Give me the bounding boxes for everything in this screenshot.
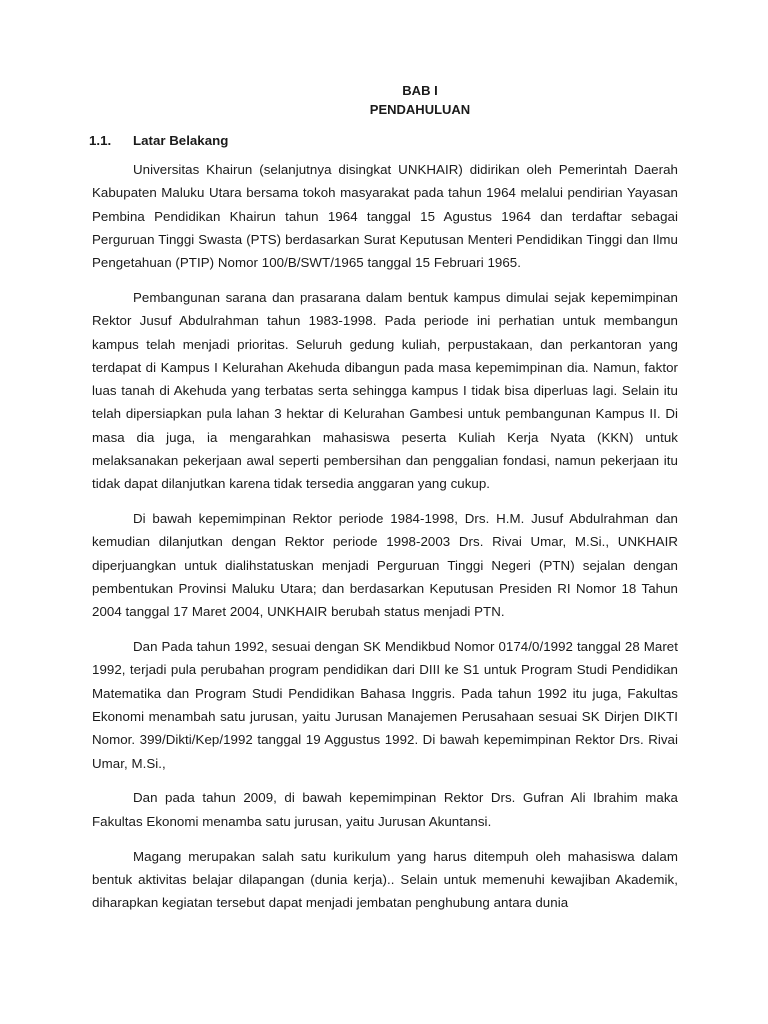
body-text: [92, 158, 678, 926]
paragraph-4: Dan Pada tahun 1992, sesuai dengan SK Mendikbud Nomor 0174/0/1992 tanggal 28 Maret 1992, terjadi pula perubahan program pendidikan dari DIII ke S1 untuk Program Studi Pendidikan Matematika dan Program Studi Pendidikan Bahasa Inggris. Pada tahun 1992 itu juga, Fakultas Ekonomi menambah satu jurusan, yaitu Jurusan Manajemen Perusahaan sesuai SK Dirjen DIKTI Nomor. 399/Dikti/Kep/1992 tanggal 19 Aggustus 1992. Di bawah kepemimpinan Rektor Drs. Rivai Umar, M.Si.,: [92, 639, 678, 771]
paragraph-6: Magang merupakan salah satu kurikulum yang harus ditempuh oleh mahasiswa dalam bentuk aktivitas belajar dilapangan (dunia kerja).. Selain untuk memenuhi kewajiban Akademik, diharapkan kegiatan tersebut dapat menjadi jembatan penghubung antara dunia: [92, 848, 678, 911]
section-title: Latar Belakang: [133, 133, 229, 148]
paragraph-1: Universitas Khairun (selanjutnya disingkat UNKHAIR) didirikan oleh Pemerintah Daerah Kabupaten Maluku Utara bersama tokoh masyarakat pada tahun 1964 melalui pendirian Yayasan Pembina Pendidikan Khairun tahun 1964 tanggal 15 Agustus 1964 dan terdaftar sebagai Perguruan Tinggi Swasta (PTS) berdasarkan Surat Keputusan Menteri Pendidikan Tinggi dan Ilmu Pengetahuan (PTIP) Nomor 100/B/SWT/1965 tanggal 15 Februari 1965.: [92, 162, 678, 271]
paragraph-2: Pembangunan sarana dan prasarana dalam bentuk kampus dimulai sejak kepemimpinan Rektor Jusuf Abdulrahman tahun 1983-1998. Pada periode ini perhatian untuk membangun kampus telah menjadi prioritas. Seluruh gedung kuliah, perpustakaan, dan perkantoran yang terdapat di Kampus I Kelurahan Akehuda dibangun pada masa kepemimpinan dia. Namun, faktor luas tanah di Akehuda yang terbatas serta sehingga kampus I tidak bisa diperluas lagi. Selain itu telah dipersiapkan pula lahan 3 hektar di Kelurahan Gambesi untuk pembangunan Kampus II. Di masa dia juga, ia mengarahkan mahasiswa peserta Kuliah Kerja Nyata (KKN) untuk melaksanakan pekerjaan awal seperti pembersihan dan penggalian fondasi, namun pekerjaan itu tidak dapat dilanjutkan karena tidak tersedia anggaran yang cukup.: [92, 289, 678, 492]
section-heading: [89, 131, 228, 151]
paragraph-3: Di bawah kepemimpinan Rektor periode 1984-1998, Drs. H.M. Jusuf Abdulrahman dan kemudian dilanjutkan dengan Rektor periode 1998-2003 Drs. Rivai Umar, M.Si., UNKHAIR diperjuangkan untuk dialihstatuskan menjadi Perguruan Tinggi Negeri (PTN) sejalan dengan pembentukan Provinsi Maluku Utara; dan berdasarkan Keputusan Presiden RI Nomor 18 Tahun 2004 tanggal 17 Maret 2004, UNKHAIR berubah status menjadi PTN.: [92, 511, 678, 620]
section-number: 1.1.: [89, 133, 112, 148]
paragraph-5: Dan pada tahun 2009, di bawah kepemimpinan Rektor Drs. Gufran Ali Ibrahim maka Fakultas Ekonomi menamba satu jurusan, yaitu Jurusan Akuntansi.: [92, 790, 678, 829]
chapter-title: PENDAHULUAN: [369, 102, 471, 117]
chapter-label: BAB I: [402, 83, 438, 98]
